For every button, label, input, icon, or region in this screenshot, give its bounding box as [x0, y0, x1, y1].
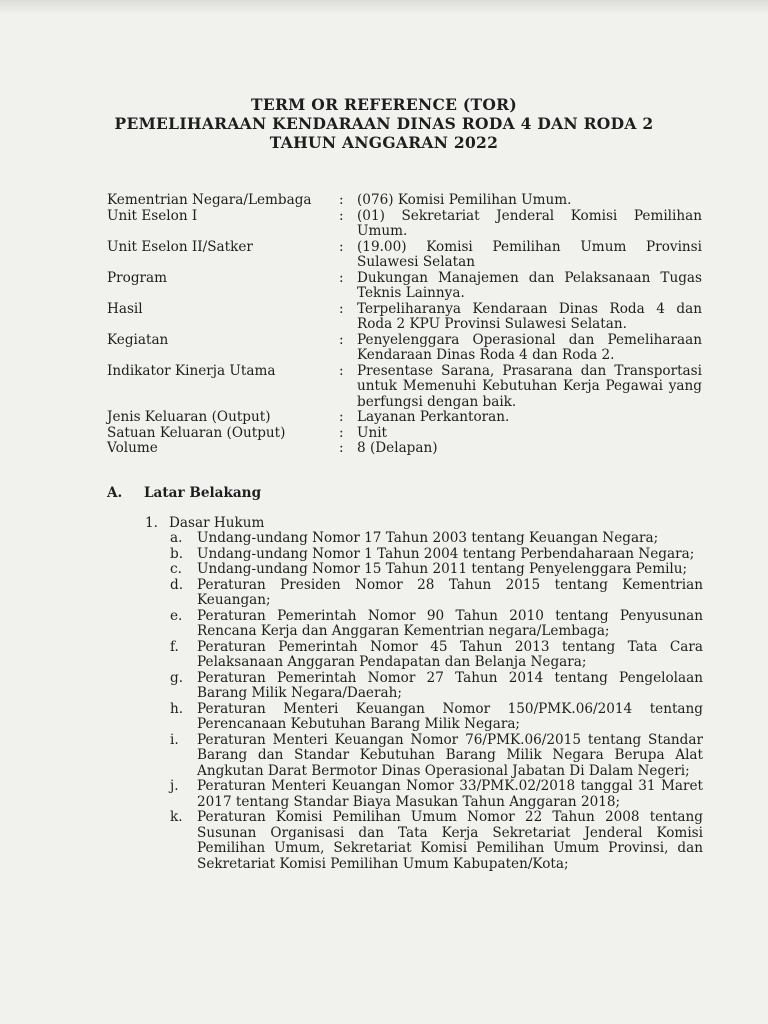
list-item-text: Undang-undang Nomor 15 Tahun 2011 tentang Penyelenggara Pemilu; [197, 561, 688, 577]
info-value: Presentase Sarana, Prasarana dan Transportasi untuk Memenuhi Kebutuhan Kerja Pegawai yang berfungsi dengan baik. [357, 362, 702, 410]
info-colon: : [339, 440, 344, 456]
title-line-2: PEMELIHARAAN KENDARAAN DINAS RODA 4 DAN RODA 2 [114, 114, 654, 133]
info-value: Layanan Perkantoran. [357, 409, 510, 425]
list-item-text: Undang-undang Nomor 17 Tahun 2003 tentang Keuangan Negara; [197, 530, 659, 546]
info-colon: : [339, 238, 344, 255]
list-item-text: Peraturan Pemerintah Nomor 45 Tahun 2013 tentang Tata Cara Pelaksanaan Anggaran Pendapatan dan Belanja Negara; [197, 638, 703, 670]
list-item [170, 578, 703, 609]
list-item-text: Peraturan Pemerintah Nomor 90 Tahun 2010 tentang Penyusunan Rencana Kerja dan Anggaran Kementrian negara/Lembaga; [197, 607, 703, 639]
subsection-title: Dasar Hukum [169, 515, 265, 531]
list-item [170, 640, 703, 671]
list-item [170, 671, 703, 702]
info-row-hasil [107, 302, 707, 333]
info-row-jenis-keluaran [107, 410, 707, 426]
info-value: Terpeliharanya Kendaraan Dinas Roda 4 dan Roda 2 KPU Provinsi Sulawesi Selatan. [357, 300, 702, 332]
scan-top-edge [0, 0, 768, 14]
info-row-volume [107, 441, 707, 457]
section-letter: A. [107, 485, 123, 501]
info-label: Hasil [107, 300, 143, 317]
section-heading-a [107, 485, 261, 501]
info-label: Program [107, 269, 168, 286]
info-label: Unit Eselon II/Satker [107, 238, 253, 255]
list-item-letter: b. [170, 545, 184, 562]
list-item [170, 810, 703, 872]
info-value: 8 (Delapan) [357, 440, 438, 456]
info-row-kegiatan [107, 333, 707, 364]
list-item [170, 531, 703, 547]
title-line-3: TAHUN ANGGARAN 2022 [269, 133, 499, 152]
info-colon: : [339, 331, 344, 348]
list-item-letter: f. [170, 638, 179, 655]
list-item-letter: d. [170, 576, 184, 593]
subsection-number: 1. [145, 515, 158, 531]
info-colon: : [339, 207, 344, 224]
list-item-text: Peraturan Presiden Nomor 28 Tahun 2015 tentang Kementrian Keuangan; [197, 576, 703, 608]
list-item-letter: i. [170, 731, 179, 748]
list-item-letter: c. [170, 561, 182, 577]
list-item [170, 779, 703, 810]
info-colon: : [339, 424, 344, 441]
list-item-letter: h. [170, 700, 184, 717]
info-colon: : [339, 409, 344, 425]
info-label: Volume [107, 440, 158, 456]
info-row-program [107, 271, 707, 302]
list-item-letter: j. [170, 778, 179, 794]
list-item [170, 547, 703, 563]
info-label: Kegiatan [107, 331, 169, 348]
info-value: Unit [357, 424, 388, 441]
info-row-eselon-1 [107, 209, 707, 240]
info-label: Indikator Kinerja Utama [107, 362, 276, 379]
list-item-letter: k. [170, 809, 183, 825]
info-row-satuan-keluaran [107, 426, 707, 442]
info-row-eselon-2 [107, 240, 707, 271]
list-item [170, 733, 703, 780]
info-colon: : [339, 192, 344, 208]
info-value: (19.00) Komisi Pemilihan Umum Provinsi Sulawesi Selatan [357, 238, 702, 270]
list-item-text: Peraturan Menteri Keuangan Nomor 76/PMK.06/2015 tentang Standar Barang dan Standar Kebutuhan Barang Milik Negara Berupa Alat Angkutan Darat Bermotor Dinas Operasional Jabatan Di Dalam Negeri; [197, 731, 703, 779]
info-label: Kementrian Negara/Lembaga [107, 192, 312, 208]
info-label: Jenis Keluaran (Output) [107, 409, 271, 425]
info-label: Satuan Keluaran (Output) [107, 424, 286, 441]
title-line-1: TERM OR REFERENCE (TOR) [251, 95, 517, 114]
list-item [170, 702, 703, 733]
list-item-text: Peraturan Pemerintah Nomor 27 Tahun 2014 tentang Pengelolaan Barang Milik Negara/Daerah; [197, 669, 703, 701]
list-item-letter: g. [170, 669, 184, 686]
list-item-letter: a. [170, 530, 183, 546]
list-item [170, 562, 703, 578]
info-row-kementrian [107, 193, 707, 209]
subsection-dasar-hukum [145, 515, 264, 531]
info-colon: : [339, 300, 344, 317]
list-item-text: Peraturan Menteri Keuangan Nomor 150/PMK.06/2014 tentang Perencanaan Kebutuhan Barang Milik Negara; [197, 700, 703, 732]
list-item-text: Undang-undang Nomor 1 Tahun 2004 tentang Perbendaharaan Negara; [197, 545, 695, 562]
info-colon: : [339, 362, 344, 379]
info-value: Penyelenggara Operasional dan Pemeliharaan Kendaraan Dinas Roda 4 dan Roda 2. [357, 331, 702, 363]
document-header [0, 95, 768, 152]
list-item-text: Peraturan Komisi Pemilihan Umum Nomor 22 Tahun 2008 tentang Susunan Organisasi dan Tata Kerja Sekretariat Jenderal Komisi Pemilihan Umum, Sekretariat Komisi Pemilihan Umum Provinsi, dan Sekretariat Komisi Pemilihan Umum Kabupaten/Kota; [197, 809, 703, 872]
info-value: (01) Sekretariat Jenderal Komisi Pemilihan Umum. [357, 207, 702, 239]
list-item-text: Peraturan Menteri Keuangan Nomor 33/PMK.02/2018 tanggal 31 Maret 2017 tentang Standar Biaya Masukan Tahun Anggaran 2018; [197, 778, 703, 810]
info-colon: : [339, 269, 344, 286]
list-item-letter: e. [170, 607, 183, 624]
legal-basis-list [170, 531, 703, 872]
list-item [170, 609, 703, 640]
info-label: Unit Eselon I [107, 207, 198, 224]
info-row-indikator [107, 364, 707, 411]
info-table [107, 193, 707, 457]
section-title: Latar Belakang [144, 485, 262, 501]
info-value: (076) Komisi Pemilihan Umum. [357, 192, 572, 208]
info-value: Dukungan Manajemen dan Pelaksanaan Tugas Teknis Lainnya. [357, 269, 702, 301]
